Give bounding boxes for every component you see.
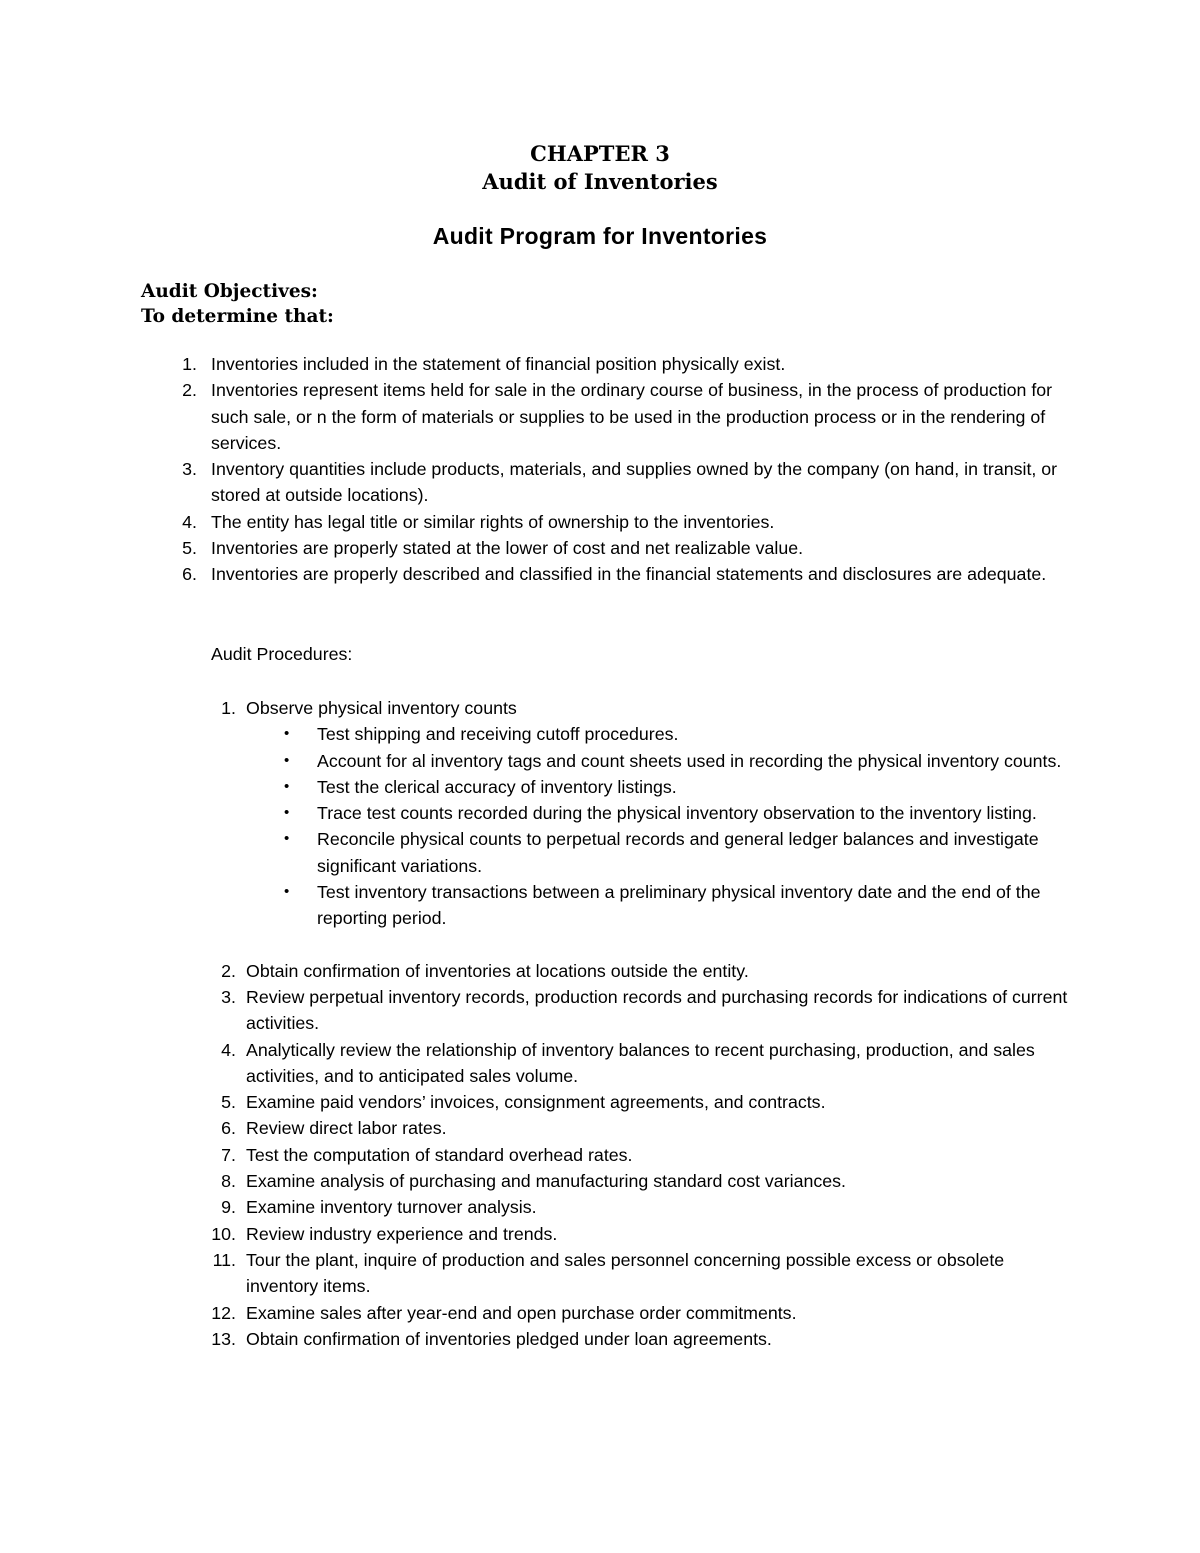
procedures-heading: Audit Procedures: — [211, 644, 353, 664]
sub-list-item — [246, 721, 1076, 747]
objective-text: Inventories are properly stated at the lower of cost and net realizable value. — [211, 538, 804, 559]
procedure-number: 11. — [212, 1249, 236, 1270]
procedure-text: Review direct labor rates. — [246, 1118, 447, 1139]
bullet-icon: • — [284, 830, 290, 848]
objectives-list — [182, 351, 1071, 588]
sub-list-item — [246, 774, 1076, 800]
bullet-icon: • — [284, 777, 290, 795]
procedure-item — [221, 1194, 1076, 1220]
procedure-text: Review perpetual inventory records, production records and purchasing records for indications of current activities. — [246, 986, 1068, 1034]
procedure-number: 4. — [221, 1039, 236, 1060]
procedure-number: 10. — [211, 1223, 236, 1244]
bullet-icon: • — [284, 883, 290, 901]
sub-list-item — [246, 879, 1076, 932]
procedure-text: Review industry experience and trends. — [246, 1223, 558, 1244]
objective-item — [182, 561, 1071, 587]
bullet-icon: • — [284, 804, 290, 822]
sub-item-text: Reconcile physical counts to perpetual records and general ledger balances and investigate significant variations. — [317, 829, 1039, 876]
objective-number: 1. — [182, 354, 197, 374]
procedure-item — [221, 695, 1076, 958]
procedure-item — [221, 984, 1076, 1037]
procedures-list — [211, 695, 1076, 1352]
objectives-heading: Audit Objectives: — [141, 281, 318, 302]
procedure-text: Observe physical inventory counts — [246, 698, 517, 718]
objective-item — [182, 509, 1071, 535]
sub-item-text: Trace test counts recorded during the physical inventory observation to the inventory listing. — [317, 803, 1037, 824]
objective-text: The entity has legal title or similar rights of ownership to the inventories. — [211, 511, 775, 532]
program-title: Audit Program for Inventories — [432, 223, 768, 249]
chapter-header — [0, 140, 1200, 196]
procedure-text: Analytically review the relationship of inventory balances to recent purchasing, production, and sales activities, and to anticipated sales volume. — [246, 1039, 1035, 1086]
procedure-item — [211, 1300, 1076, 1326]
bullet-icon: • — [284, 725, 290, 743]
procedure-text: Tour the plant, inquire of production and sales personnel concerning possible excess or obsolete inventory items. — [246, 1249, 1005, 1297]
procedure-number: 13. — [211, 1328, 236, 1349]
procedure-text: Obtain confirmation of inventories at locations outside the entity. — [246, 960, 749, 981]
procedure-item — [221, 958, 1076, 984]
objective-item — [182, 377, 1071, 456]
sub-item-text: Test inventory transactions between a preliminary physical inventory date and the end of the reporting period. — [317, 882, 1041, 929]
procedure-number: 3. — [221, 986, 236, 1007]
procedure-item — [212, 1247, 1076, 1300]
sub-item-text: Test shipping and receiving cutoff procedures. — [317, 724, 679, 745]
objective-number: 4. — [182, 511, 197, 532]
procedure-text: Examine analysis of purchasing and manufacturing standard cost variances. — [246, 1171, 846, 1192]
objective-number: 5. — [182, 538, 197, 559]
objective-number: 6. — [182, 564, 197, 585]
procedure-text: Examine sales after year-end and open purchase order commitments. — [246, 1302, 797, 1323]
objective-item — [182, 535, 1071, 561]
objective-number: 2. — [182, 380, 197, 401]
procedure-number: 1. — [221, 698, 236, 718]
procedure-number: 6. — [221, 1118, 236, 1139]
spacer — [246, 932, 1076, 958]
procedure-number: 7. — [221, 1144, 236, 1165]
objectives-header — [141, 279, 334, 329]
procedure-number: 9. — [221, 1197, 236, 1218]
procedure-item — [211, 1326, 1076, 1352]
chapter-title: Audit of Inventories — [482, 169, 718, 194]
procedure-item — [221, 1115, 1076, 1141]
objective-text: Inventory quantities include products, materials, and supplies owned by the company (on hand, in transit, or stored at outside locations). — [211, 459, 1058, 506]
sub-list-item — [246, 748, 1076, 774]
objective-text: Inventories represent items held for sale in the ordinary course of business, in the process of production for such sale, or n the form of materials or supplies to be used in the production process or in the rendering of services. — [211, 380, 1053, 453]
procedure-item — [221, 1168, 1076, 1194]
sub-item-text: Account for al inventory tags and count sheets used in recording the physical inventory counts. — [317, 750, 1062, 771]
bullet-icon: • — [284, 751, 290, 769]
objective-item — [182, 351, 1071, 377]
procedure-text: Examine inventory turnover analysis. — [246, 1197, 537, 1218]
procedure-item — [221, 1037, 1076, 1090]
objective-text: Inventories included in the statement of financial position physically exist. — [211, 354, 786, 374]
sub-list-item — [246, 800, 1076, 826]
procedure-sub-list — [246, 721, 1076, 931]
procedure-number: 5. — [221, 1092, 236, 1113]
objectives-subheading: To determine that: — [141, 306, 334, 327]
procedure-item — [211, 1221, 1076, 1247]
chapter-label: CHAPTER 3 — [530, 141, 670, 166]
sub-list-item — [246, 826, 1076, 879]
procedure-number: 12. — [211, 1302, 236, 1323]
procedure-item — [221, 1089, 1076, 1115]
procedure-text: Test the computation of standard overhead rates. — [246, 1144, 633, 1165]
sub-item-text: Test the clerical accuracy of inventory listings. — [317, 776, 677, 797]
procedure-text: Examine paid vendors’ invoices, consignment agreements, and contracts. — [246, 1092, 826, 1113]
procedure-text: Obtain confirmation of inventories pledged under loan agreements. — [246, 1328, 772, 1349]
procedure-number: 8. — [221, 1171, 236, 1192]
objective-number: 3. — [182, 459, 197, 480]
procedure-number: 2. — [221, 960, 236, 981]
objective-text: Inventories are properly described and classified in the financial statements and disclosures are adequate. — [211, 564, 1047, 585]
objective-item — [182, 456, 1071, 509]
procedure-item — [221, 1142, 1076, 1168]
